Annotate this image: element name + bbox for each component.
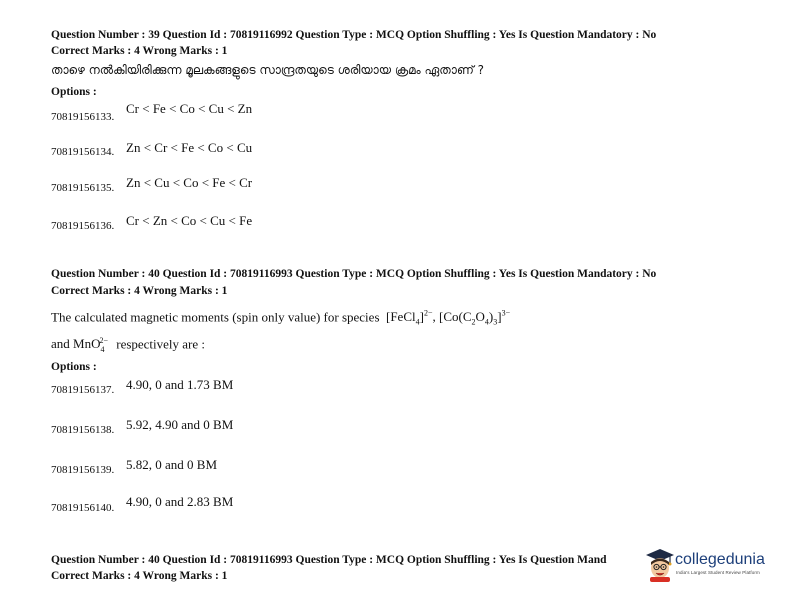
q40-repeat-header-line2: Correct Marks : 4 Wrong Marks : 1 (51, 570, 228, 582)
logo-name: collegedunia (675, 551, 765, 568)
q40-header-line2: Correct Marks : 4 Wrong Marks : 1 (51, 285, 228, 297)
q40-option-1-id: 70819156137. (51, 384, 115, 396)
q40-repeat-header-line1: Question Number : 40 Question Id : 70819116993 Question Type : MCQ Option Shuffling : Yes Is Question Mand (51, 554, 607, 566)
q40-option-2-text: 5.92, 4.90 and 0 BM (126, 417, 234, 432)
q40-question-text-1: The calculated magnetic moments (spin only value) for species (51, 309, 380, 325)
q40-question-line2 (51, 336, 205, 354)
q39-option-2-id: 70819156134. (51, 146, 115, 158)
logo-tagline: India's Largest Student Review Platform (676, 570, 760, 575)
q40-option-1-text: 4.90, 0 and 1.73 BM (126, 377, 234, 392)
q39-option-3-text: Zn < Cu < Co < Fe < Cr (126, 175, 253, 190)
q39-option-3-id: 70819156135. (51, 182, 115, 194)
q40-options-label: Options : (51, 361, 97, 373)
q39-option-2-text: Zn < Cr < Fe < Co < Cu (126, 140, 253, 155)
q40-option-4-id: 70819156140. (51, 502, 115, 514)
q39-options-label: Options : (51, 86, 97, 98)
collegedunia-logo (645, 548, 775, 584)
q39-header-line1: Question Number : 39 Question Id : 70819116992 Question Type : MCQ Option Shuffling : Yes Is Question Mandatory : No (51, 29, 657, 41)
q39-option-1-text: Cr < Fe < Co < Cu < Zn (126, 101, 253, 116)
q39-header-line2: Correct Marks : 4 Wrong Marks : 1 (51, 45, 228, 57)
q40-option-3-id: 70819156139. (51, 464, 115, 476)
q39-option-4-text: Cr < Zn < Co < Cu < Fe (126, 213, 253, 228)
q40-question-text-2: respectively are : (116, 336, 206, 352)
q40-formula-mno4: and MnO$_4^{2-}$ (51, 336, 108, 354)
q40-option-3-text: 5.82, 0 and 0 BM (126, 457, 217, 472)
q39-question-text: താഴെ നൽകിയിരിക്കുന്ന മൂലകങ്ങളുടെ സാന്ദ്രതയുടെ ശരിയായ ക്രമം ഏതാണ് ? (51, 63, 484, 77)
q40-header-line1: Question Number : 40 Question Id : 70819116993 Question Type : MCQ Option Shuffling : Yes Is Question Mandatory : No (51, 268, 657, 280)
q40-option-4-text: 4.90, 0 and 2.83 BM (126, 494, 234, 509)
q39-option-4-id: 70819156136. (51, 220, 115, 232)
q40-formula-fecl4: [FeCl$_4$]$^{2-}$, $[Co(C_2O_4)_3]^{3-}$ (382, 309, 511, 327)
q40-question-line1 (51, 309, 510, 327)
q39-option-1-id: 70819156133. (51, 111, 115, 123)
q40-option-2-id: 70819156138. (51, 424, 115, 436)
graduate-mascot-icon (645, 548, 675, 582)
